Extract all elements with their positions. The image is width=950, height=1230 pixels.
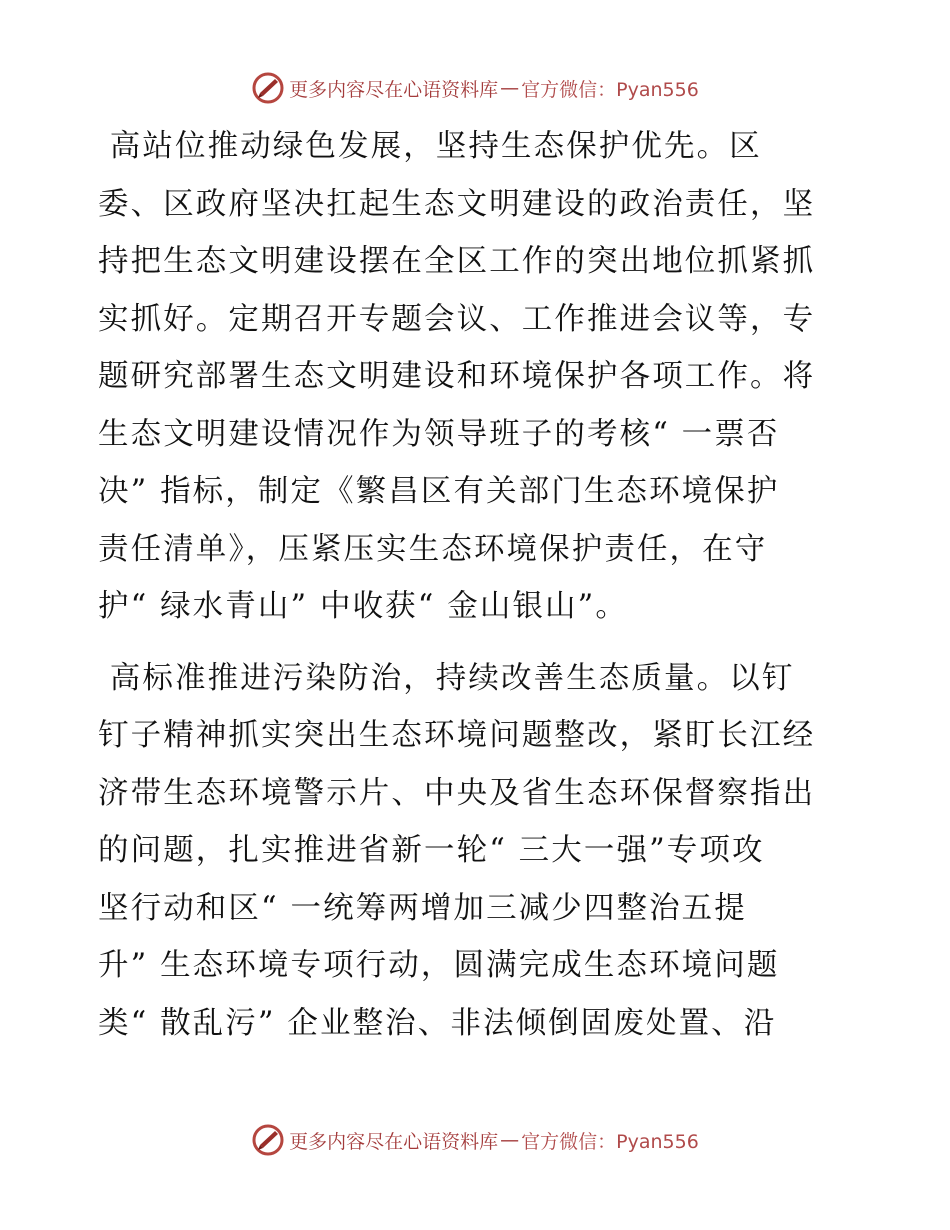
header-banner-text: 更多内容尽在心语资料库 [289,78,499,101]
text-line: 决” 指标，制定《繁昌区有关部门生态环境保护 [98,474,780,509]
text-line: 钉子精神抓实突出生态环境问题整改，紧盯长江经 [98,718,816,753]
header-banner-wechat: 官方微信：Pyan556 [521,78,699,101]
text-line: 题研究部署生态文明建设和环境保护各项工作。将 [98,359,816,394]
paragraph-gap [98,636,858,650]
text-line: 坚行动和区“ 一统筹两增加三减少四整治五提 [98,890,747,926]
text-line: 持把生态文明建设摆在全区工作的突出地位抓紧抓 [98,244,816,279]
text-line: 生态文明建设情况作为领导班子的考核“ 一票否 [98,416,780,452]
footer-banner-wechat: 官方微信：Pyan556 [521,1130,699,1153]
paragraph-2 [98,650,858,1053]
paragraph-1 [98,118,858,636]
header-banner-separator: — [500,77,520,99]
text-line: 高标准推进污染防治，持续改善生态质量。以钉 [98,660,795,696]
footer-banner [0,1120,950,1160]
text-line: 升” 生态环境专项行动，圆满完成生态环境问题 [98,948,780,983]
text-line: 高站位推动绿色发展，坚持生态保护优先。区 [98,129,762,164]
text-line: 的问题，扎实推进省新一轮“ 三大一强”专项攻 [98,833,765,868]
brand-logo-icon [251,71,285,105]
document-body [98,118,858,1052]
text-line: 护“ 绿水青山” 中收获“ 金山银山”。 [98,589,628,624]
header-banner [0,68,950,108]
text-line: 类“ 散乱污” 企业整治、非法倾倒固废处置、沿 [98,1005,777,1041]
text-line: 济带生态环境警示片、中央及省生态环保督察指出 [98,775,816,811]
brand-logo-icon [251,1123,285,1157]
footer-banner-text: 更多内容尽在心语资料库 [289,1130,499,1153]
text-line: 委、区政府坚决扛起生态文明建设的政治责任，坚 [98,186,816,222]
footer-banner-separator: — [500,1129,520,1151]
text-line: 责任清单》，压紧压实生态环境保护责任，在守 [98,531,768,567]
text-line: 实抓好。定期召开专题会议、工作推进会议等，专 [98,301,816,337]
